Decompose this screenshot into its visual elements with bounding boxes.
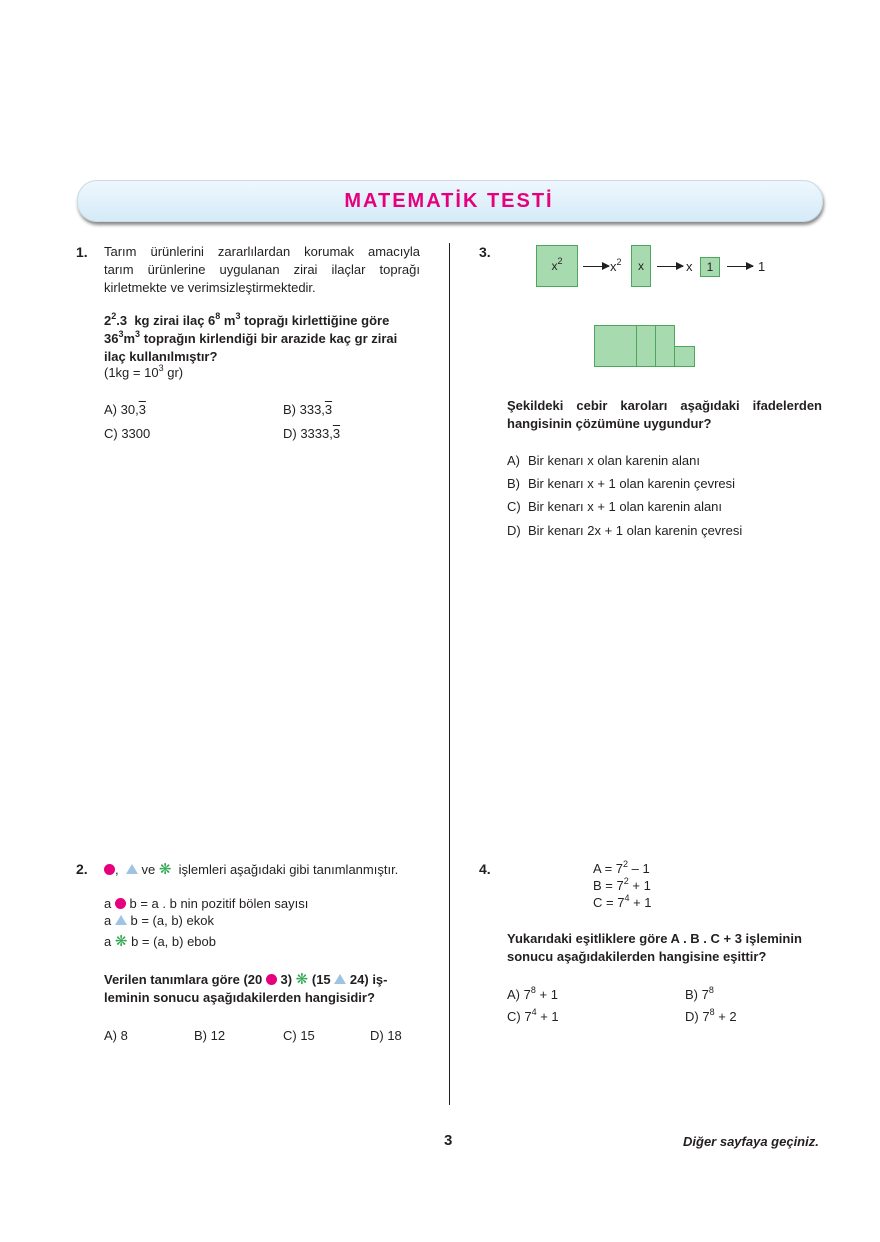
q3-option-d[interactable]: D) Bir kenarı 2x + 1 olan karenin çevresi — [507, 523, 743, 538]
stem-line: Şekildeki cebir karoları aşağıdaki ifadelerden — [507, 398, 822, 413]
x-tile: x — [631, 245, 651, 287]
question-2-number: 2. — [76, 861, 88, 877]
definition-circle: a b = a . b nin pozitif bölen sayısı — [104, 896, 309, 911]
question-2-intro: , ve ❋ işlemleri aşağıdaki gibi tanımlanmıştır. — [104, 861, 398, 879]
question-3-stem — [507, 397, 822, 433]
page-title: MATEMATİK TESTİ — [344, 190, 554, 212]
circle-operator-icon — [115, 898, 126, 909]
tile-model-x — [655, 325, 675, 367]
question-1-stem — [104, 312, 424, 366]
flower-operator-icon: ❋ — [295, 971, 309, 988]
stem-line: Yukarıdaki eşitliklere göre A . B . C + 3 işleminin — [507, 931, 802, 946]
circle-operator-icon — [104, 864, 115, 875]
q4-option-a[interactable]: A) $7^8 + 1$ — [507, 984, 558, 1002]
question-1-unit-note: ($1kg = 10^3$ gr) — [104, 362, 184, 380]
equation-c: $C = 7^4 + 1$ — [593, 892, 652, 910]
triangle-operator-icon — [115, 915, 127, 925]
intro-line: tarım ürünlerine uygulanan zirai ilaçlar toprağı — [104, 262, 420, 277]
q3-option-b[interactable]: B) Bir kenarı x + 1 olan karenin çevresi — [507, 476, 736, 491]
x-label: x — [686, 259, 693, 274]
question-2-stem — [104, 971, 422, 1007]
stem-line-3: ilaç kullanılmıştır? — [104, 349, 218, 364]
question-4-stem — [507, 930, 823, 966]
arrow-icon — [583, 266, 609, 267]
q4-option-c[interactable]: C) $7^4 + 1$ — [507, 1006, 559, 1024]
flower-operator-icon: ❋ — [158, 861, 172, 878]
q2-option-d[interactable]: D) 18 — [370, 1028, 402, 1043]
tile-model-x — [636, 325, 656, 367]
stem-line-1: $2^2.3$ kg zirai ilaç $6^8$ $m^3$ toprağı kirlettiğine göre — [104, 310, 390, 328]
question-1-number: 1. — [76, 244, 88, 260]
stem-line: Verilen tanımlara göre (20 3) ❋ (15 24) iş- — [104, 971, 388, 988]
circle-operator-icon — [266, 974, 277, 985]
column-divider — [449, 243, 450, 1105]
next-page-note: Diğer sayfaya geçiniz. — [683, 1134, 819, 1149]
equation-b: $B = 7^2 + 1$ — [593, 875, 651, 893]
arrow-icon — [657, 266, 683, 267]
intro-line: Tarım ürünlerini zararlılardan korumak amacıyla — [104, 244, 420, 259]
arrow-icon — [727, 266, 753, 267]
q3-option-a[interactable]: A) Bir kenarı x olan karenin alanı — [507, 453, 700, 468]
intro-line: kirletmekte ve verimsizleştirmektedir. — [104, 280, 316, 295]
q2-option-b[interactable]: B) 12 — [194, 1028, 226, 1043]
stem-line: leminin sonucu aşağıdakilerden hangisidir? — [104, 990, 375, 1005]
q2-option-a[interactable]: A) 8 — [104, 1028, 128, 1043]
q1-option-d[interactable]: D) 3333,3 — [283, 426, 341, 441]
question-4-equations — [593, 860, 652, 911]
q1-option-c[interactable]: C) 3300 — [104, 426, 151, 441]
flower-operator-icon: ❋ — [114, 933, 128, 950]
question-1-intro — [104, 243, 420, 297]
q1-option-b[interactable]: B) 333,3 — [283, 402, 333, 417]
stem-line: hangisinin çözümüne uygundur? — [507, 416, 712, 431]
triangle-operator-icon — [334, 974, 346, 984]
question-4-number: 4. — [479, 861, 491, 877]
question-3-number: 3. — [479, 244, 491, 260]
stem-line-2: $36^3m^3$ toprağın kirlendiği bir arazide kaç gr zirai — [104, 328, 398, 346]
definition-flower: a ❋ b = (a, b) ebob — [104, 933, 216, 950]
page-number: 3 — [444, 1132, 453, 1149]
triangle-operator-icon — [126, 864, 138, 874]
q1-option-a[interactable]: A) 30,3 — [104, 402, 146, 417]
q4-option-b[interactable]: B) $7^8$ — [685, 984, 714, 1002]
tile-model-unit — [674, 346, 695, 367]
q3-option-c[interactable]: C) Bir kenarı x + 1 olan karenin alanı — [507, 499, 723, 514]
q2-option-c[interactable]: C) 15 — [283, 1028, 315, 1043]
equation-a: $A = 7^2 - 1$ — [593, 858, 650, 876]
stem-line: sonucu aşağıdakilerden hangisine eşittir? — [507, 949, 767, 964]
q4-option-d[interactable]: D) $7^8 + 2$ — [685, 1006, 737, 1024]
unit-label: 1 — [758, 259, 766, 274]
tile-model-x-squared — [594, 325, 637, 367]
x-squared-tile: $x^2$ — [536, 245, 578, 287]
x-squared-label: $x^2$ — [610, 256, 622, 274]
definition-triangle: a b = (a, b) ekok — [104, 913, 214, 928]
unit-tile: 1 — [700, 257, 720, 277]
